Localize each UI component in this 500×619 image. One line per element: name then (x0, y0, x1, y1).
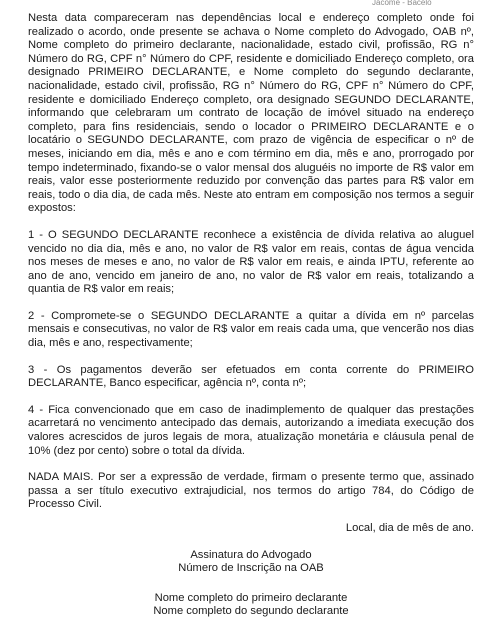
first-declarant-name: Nome completo do primeiro declarante (154, 591, 348, 604)
lawyer-signature-label: Assinatura do Advogado (190, 548, 312, 561)
second-declarant-name: Nome completo do segundo declarante (153, 605, 349, 618)
lawyer-signature-block (28, 549, 474, 576)
clause-3-paragraph: 3 - Os pagamentos deverão ser efetuados em conta corrente do PRIMEIRO DECLARANTE, Banco especificar, agência nº, conta nº; (28, 363, 474, 390)
lawyer-oab-label: Número de Inscrição na OAB (178, 562, 324, 575)
clause-1-paragraph: 1 - O SEGUNDO DECLARANTE reconhece a existência de dívida relativa ao aluguel vencido no dia dia, mês e ano, no valor de R$ valor em reais, contas de água vencida nos meses de meses e ano, no valor de R$ valor em reais, e ainda IPTU, referente ao ano de ano, vencido em janeiro de ano, no valor de R$ valor em reais, totalizando a quantia de R$ valor em reais; (28, 228, 474, 296)
corner-header-fragment: Jácome - Bacelo (372, 0, 432, 5)
clause-2-paragraph: 2 - Compromete-se o SEGUNDO DECLARANTE a quitar a dívida em nº parcelas mensais e consecutivas, no valor de R$ valor em reais cada uma, que vencerão nos dias dia, mês e ano, respectivamente; (28, 309, 474, 350)
place-date: Local, dia de mês de ano. (345, 522, 474, 534)
intro-paragraph: Nesta data compareceram nas dependências local e endereço completo onde foi realizado o acordo, onde presente se achava o Nome completo do Advogado, OAB nº, Nome completo do primeiro declarante, nacionalidade, estado civil, profissão, RG n° Número do RG, CPF n° Número do CPF, residente e domiciliado Endereço completo, ora designado PRIMEIRO DECLARANTE, e Nome completo do segundo declarante, nacionalidade, estado civil, profissão, RG n° Número do RG, CPF n° Número do CPF, residente e domiciliado Endereço completo, ora designado SEGUNDO DECLARANTE, informando que celebraram um contrato de locação de imóvel situado na endereço completo, para fins residenciais, sendo o locador o PRIMEIRO DECLARANTE e o locatário o SEGUNDO DECLARANTE, com prazo de vigência de especificar o nº de meses, iniciando em dia, mês e ano e com término em dia, mês e ano, prorrogado por tempo indeterminado, fixando-se o valor mensal dos aluguéis no importe de R$ valor em reais, valor esse posteriormente reduzido por convenção das partes para R$ valor em reais, todo o dia dia, de cada mês. Neste ato entram em composição nos termos a seguir expostos: (28, 12, 474, 215)
document-body (28, 12, 474, 619)
closing-paragraph: NADA MAIS. Por ser a expressão de verdade, firmam o presente termo que, assinado passa a ser título executivo extrajudicial, nos termos do artigo 784, do Código de Processo Civil. (28, 471, 474, 511)
clause-4-paragraph: 4 - Fica convencionado que em caso de inadimplemento de qualquer das prestações acarretará no vencimento antecipado das demais, autorizando a imediata execução dos valores acrescidos de juros legais de mora, atualização monetária e cláusula penal de 10% (dez por cento) sobre o total da dívida. (28, 403, 474, 457)
declarants-signature-block (28, 592, 474, 619)
